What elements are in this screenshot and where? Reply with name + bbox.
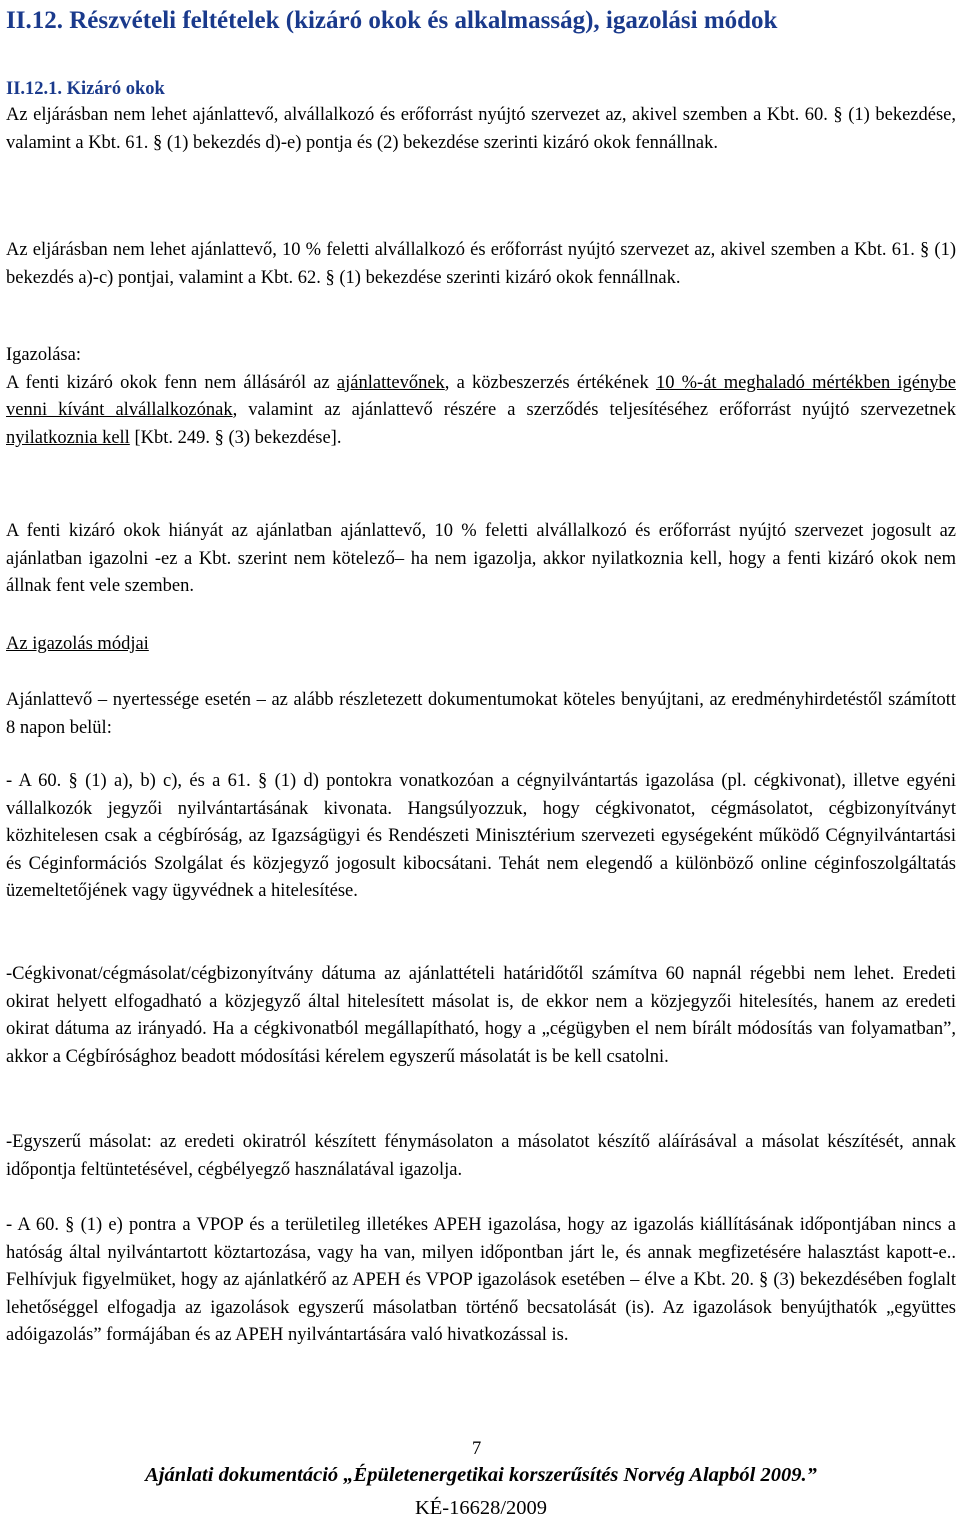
igazolasa-label: Igazolása: bbox=[6, 345, 81, 365]
paragraph-igazolasa bbox=[6, 342, 956, 452]
paragraph-kizaro-okok-1: Az eljárásban nem lehet ajánlattevő, alvállalkozó és erőforrást nyújtó szervezet az, akivel szemben a Kbt. 60. § (1) bekezdése, valamint a Kbt. 61. § (1) bekezdés d)-e) pontja és (2) bekezdése szerinti kizáró okok fennállnak. bbox=[6, 105, 956, 153]
igazolasa-underlined-3: nyilatkoznia kell bbox=[6, 427, 130, 448]
igazolasa-text-3: , valamint az ajánlattevő részére a szerződés teljesítéséhez erőforrást nyújtó szervezetnek bbox=[232, 400, 956, 421]
subsection-heading: II.12.1. Kizáró okok bbox=[6, 79, 165, 99]
footer-reference-code: KÉ-16628/2009 bbox=[414, 1497, 548, 1519]
paragraph-egyszeru-masolat: -Egyszerű másolat: az eredeti okiratról készített fénymásolaton a másolatot készítő aláírásával a másolat készítését, annak időpontja feltüntetésével, cégbélyegző használatával igazolja. bbox=[6, 1132, 956, 1180]
igazolasa-underlined-1: ajánlattevőnek bbox=[336, 372, 445, 393]
footer-document-title: Ajánlati dokumentáció „Épületenergetikai korszerűsítés Norvég Alapból 2009.” bbox=[145, 1464, 817, 1486]
igazolasa-underlined-2: 10 %-át meghaladó mértékben igénybe venni kívánt alvállalkozónak bbox=[6, 372, 956, 421]
paragraph-vpop-apeh: - A 60. § (1) e) pontra a VPOP és a területileg illetékes APEH igazolása, hogy az igazolás kiállításának időpontjában nincs a hatóság által nyilvántartott köztartozása, vagy ha van, milyen időpontban járt le, és annak megfizetésére halasztást kapott-e.. Felhívjuk figyelmüket, hogy az ajánlatkérő az APEH és VPOP igazolások esetében – élve a Kbt. 20. § (3) bekezdésében foglalt lehetőséggel elfogadja az igazolások egyszerű másolatban történő becsatolását (is). Az igazolások benyújthatók „együttes adóigazolás” formájában és az APEH nyilvántartására való hivatkozással is. bbox=[6, 1215, 956, 1346]
paragraph-benyujtas: Ajánlattevő – nyertessége esetén – az alább részletezett dokumentumokat köteles benyújtani, az eredményhirdetéstől számított 8 napon belül: bbox=[6, 690, 956, 738]
paragraph-kizaro-okok-hianya: A fenti kizáró okok hiányát az ajánlatban ajánlattevő, 10 % feletti alvállalkozó és erőforrást nyújtó szervezet jogosult az ajánlatban igazolni -ez a Kbt. szerint nem kötelező– ha nem igazolja, akkor nyilatkoznia kell, hogy a fenti kizáró okok nem állnak fent vele szemben. bbox=[6, 521, 956, 597]
igazolasa-text-4: [Kbt. 249. § (3) bekezdése]. bbox=[129, 427, 342, 448]
paragraph-cegnyilvantartas: - A 60. § (1) a), b) c), és a 61. § (1) d) pontokra vonatkozóan a cégnyilvántartás igazolása (pl. cégkivonat), illetve egyéni vállalkozók jegyzői nyilvántartásának kivonata. Hangsúlyozzuk, hogy cégkivonatot, cégmásolatot, cégbizonyítványt közhitelesen csak a cégbíróság, az Igazságügyi és Rendészeti Minisztérium szervezeti egységeként működő Cégnyilvántartási és Céginformációs Szolgálat és közjegyző jogosult kibocsátani. Tehát nem elegendő a különböző online céginfoszolgáltatás üzemeltetőjének vagy ügyvédnek a hitelesítése. bbox=[6, 771, 956, 902]
paragraph-kizaro-okok-2: Az eljárásban nem lehet ajánlattevő, 10 % feletti alvállalkozó és erőforrást nyújtó szervezet az, akivel szemben a Kbt. 61. § (1) bekezdés a)-c) pontjai, valamint a Kbt. 62. § (1) bekezdése szerinti kizáró okok fennállnak. bbox=[6, 240, 956, 288]
igazolasa-text-1: A fenti kizáró okok fenn nem állásáról az bbox=[6, 372, 337, 393]
page-number: 7 bbox=[472, 1439, 482, 1459]
paragraph-cegkivonat-datum: -Cégkivonat/cégmásolat/cégbizonyítvány dátuma az ajánlattételi határidőtől számítva 60 napnál régebbi nem lehet. Eredeti okirat helyett elfogadható a közjegyző által hitelesített másolat is, de ekkor nem a közjegyzői hitelesítés, hanem az eredeti okirat dátuma az irányadó. Ha a cégkivonatból megállapítható, hogy a „cégügyben el nem bírált módosítás van folyamatban”, akkor a Cégbírósághoz beadott módosítási kérelem egyszerű másolatát is be kell csatolni. bbox=[6, 964, 956, 1067]
section-heading: II.12. Részvételi feltételek (kizáró okok és alkalmasság), igazolási módok bbox=[6, 7, 778, 34]
igazolasa-text-2: , a közbeszerzés értékének bbox=[444, 372, 656, 393]
section-title-igazolas-modjai: Az igazolás módjai bbox=[6, 634, 149, 654]
